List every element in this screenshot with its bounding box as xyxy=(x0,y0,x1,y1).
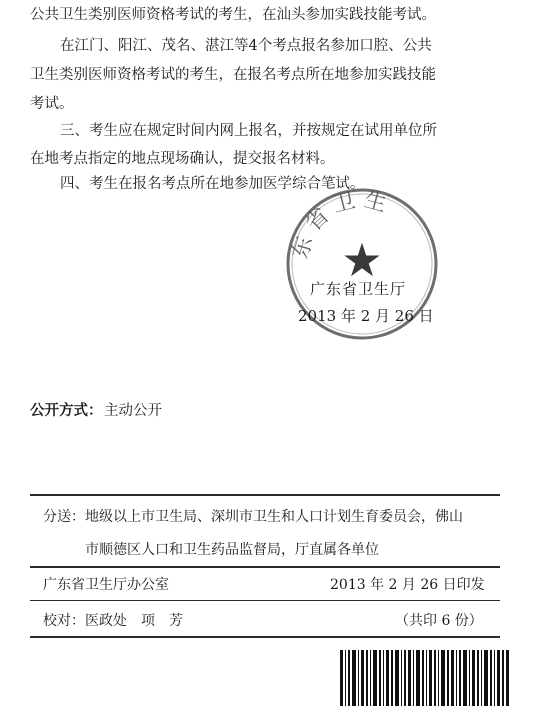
divider xyxy=(30,600,500,601)
body-line: 在江门、阳江、茂名、湛江等4个考点报名参加口腔、公共 xyxy=(60,38,432,54)
body-line: 在地考点指定的地点现场确认，提交报名材料。 xyxy=(30,151,335,167)
barcode-image xyxy=(340,650,510,706)
disclosure-label: 公开方式： xyxy=(30,403,103,419)
proofreader: 校对：医政处 项 芳 xyxy=(43,613,183,629)
body-line: 公共卫生类别医师资格考试的考生，在汕头参加实践技能考试。 xyxy=(30,7,436,23)
body-line: 卫生类别医师资格考试的考生，在报名考点所在地参加实践技能 xyxy=(30,67,436,83)
divider xyxy=(30,494,500,496)
distribution-line: 分送：地级以上市卫生局、深圳市卫生和人口计划生育委员会，佛山 xyxy=(43,509,463,525)
body-line: 三、考生应在规定时间内网上报名，并按规定在试用单位所 xyxy=(60,123,437,139)
seal-star-icon: ★ xyxy=(341,233,383,287)
issuer-name: 广东省卫生厅 xyxy=(310,280,407,298)
body-line: 四、考生在报名考点所在地参加医学综合笔试。 xyxy=(60,176,365,192)
print-date: 2013 年 2 月 26 日印发 xyxy=(330,577,485,593)
svg-text:东省卫生: 东省卫生 xyxy=(287,187,395,262)
disclosure-value: 主动公开 xyxy=(104,403,162,419)
office-name: 广东省卫生厅办公室 xyxy=(43,577,169,593)
body-line: 考试。 xyxy=(30,96,74,112)
issue-date: 2013 年 2 月 26 日 xyxy=(298,307,434,325)
divider xyxy=(30,636,500,638)
divider xyxy=(30,566,500,568)
distribution-line: 市顺德区人口和卫生药品监督局，厅直属各单位 xyxy=(85,542,379,558)
copies-count: （共印 6 份） xyxy=(395,613,483,629)
